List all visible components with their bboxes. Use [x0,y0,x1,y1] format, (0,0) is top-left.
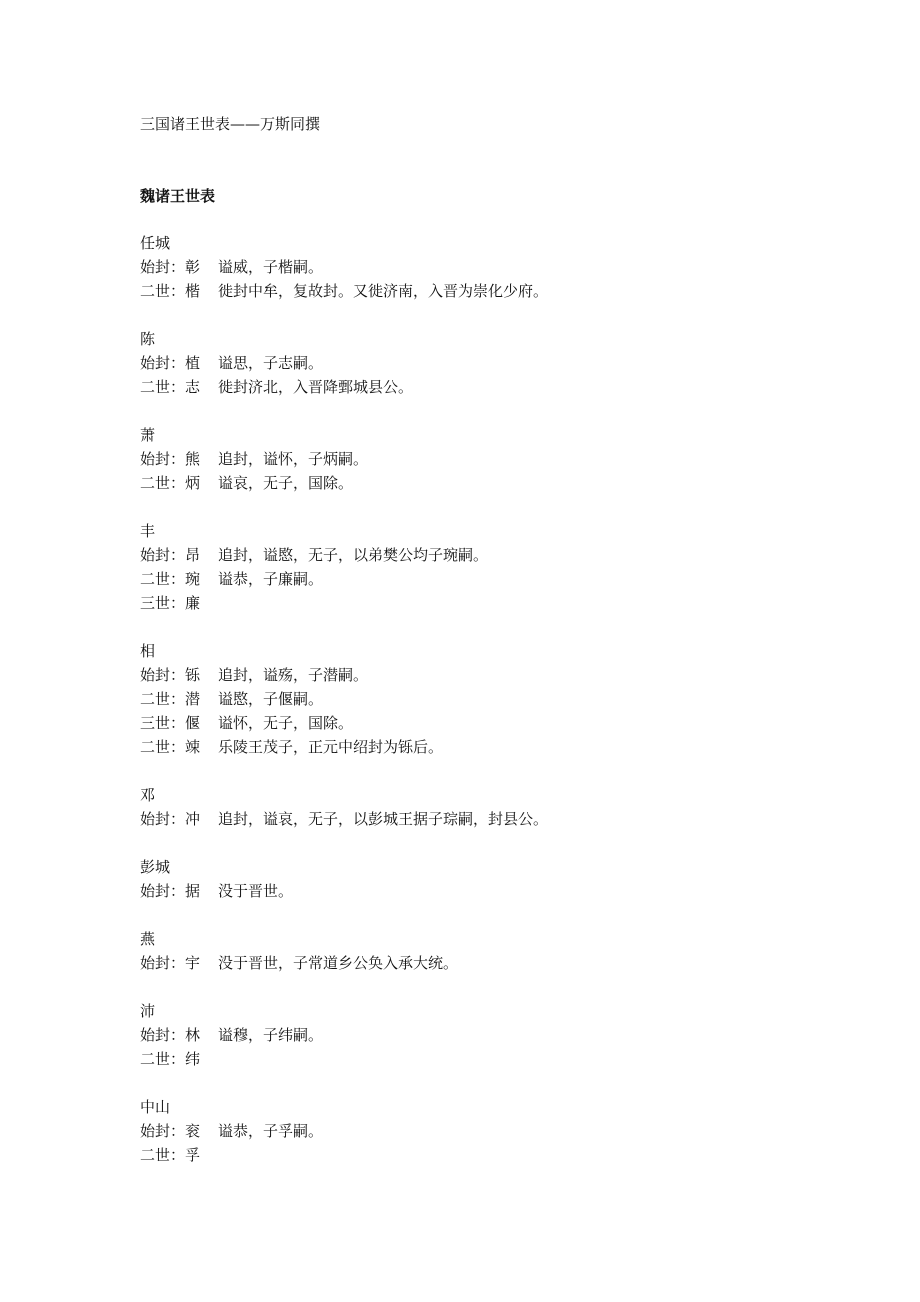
fief-title: 相 [140,642,156,660]
lineage-note: 谥恭，子廉嗣。 [218,570,324,588]
prince-name: 竦 [185,738,201,756]
prince-name: 铄 [185,666,201,684]
lineage-row [140,1047,548,1071]
lineage-note: 没于晋世，子常道乡公奂入承大统。 [218,954,459,972]
fief-title: 任城 [140,234,171,252]
document-title: 三国诸王世表——万斯同撰 [140,115,321,133]
prince-name: 孚 [185,1146,201,1164]
lineage-note: 乐陵王茂子，正元中绍封为铄后。 [218,738,444,756]
prince-name: 林 [185,1026,201,1044]
lineage-row [140,951,548,975]
prince-name: 冲 [185,810,201,828]
lineage-note: 谥愍，子偃嗣。 [218,690,324,708]
lineage-row [140,567,548,591]
generation-label: 始封： [140,1026,186,1044]
generation-label: 二世： [140,474,186,492]
generation-label: 始封： [140,882,186,900]
lineage-row [140,255,548,279]
prince-name: 衮 [185,1122,201,1140]
lineage-note: 谥怀，无子，国除。 [218,714,354,732]
fief-entry [140,927,548,975]
prince-name: 廉 [185,594,201,612]
lineage-note: 追封，谥殇，子潜嗣。 [218,666,369,684]
fief-title: 中山 [140,1098,171,1116]
lineage-row [140,1143,548,1167]
lineage-row [140,279,548,303]
generation-label: 二世： [140,738,186,756]
fief-entry [140,855,548,903]
lineage-note: 徙封中牟，复故封。又徙济南，入晋为崇化少府。 [218,282,549,300]
lineage-note: 谥思，子志嗣。 [218,354,324,372]
prince-name: 熊 [185,450,201,468]
lineage-row [140,351,548,375]
generation-label: 始封： [140,354,186,372]
lineage-note: 谥哀，无子，国除。 [218,474,354,492]
prince-name: 彰 [185,258,201,276]
fief-title: 萧 [140,426,156,444]
fief-entry [140,519,548,615]
lineage-row [140,879,548,903]
prince-name: 纬 [185,1050,201,1068]
generation-label: 二世： [140,570,186,588]
entry-list [140,231,548,1191]
lineage-note: 追封，谥愍，无子，以弟樊公均子琬嗣。 [218,546,489,564]
lineage-note: 没于晋世。 [218,882,294,900]
generation-label: 始封： [140,258,186,276]
prince-name: 宇 [185,954,201,972]
generation-label: 三世： [140,594,186,612]
fief-title: 沛 [140,1002,156,1020]
fief-title: 邓 [140,786,156,804]
generation-label: 二世： [140,282,186,300]
fief-entry [140,231,548,303]
lineage-row [140,807,548,831]
lineage-note: 谥恭，子孚嗣。 [218,1122,324,1140]
fief-title: 彭城 [140,858,171,876]
lineage-row [140,447,548,471]
lineage-row [140,711,548,735]
lineage-note: 追封，谥怀，子炳嗣。 [218,450,369,468]
lineage-row [140,663,548,687]
section-title: 魏诸王世表 [140,187,216,205]
fief-entry [140,1095,548,1167]
lineage-row [140,1119,548,1143]
fief-title: 丰 [140,522,156,540]
lineage-row [140,471,548,495]
lineage-note: 谥威，子楷嗣。 [218,258,324,276]
prince-name: 昂 [185,546,201,564]
lineage-row [140,591,548,615]
prince-name: 琬 [185,570,201,588]
fief-entry [140,783,548,831]
generation-label: 始封： [140,450,186,468]
fief-entry [140,999,548,1071]
fief-entry [140,423,548,495]
generation-label: 始封： [140,546,186,564]
generation-label: 三世： [140,714,186,732]
lineage-row [140,735,548,759]
lineage-row [140,543,548,567]
fief-title: 燕 [140,930,156,948]
prince-name: 楷 [185,282,201,300]
prince-name: 潜 [185,690,201,708]
generation-label: 二世： [140,690,186,708]
prince-name: 志 [185,378,201,396]
prince-name: 偃 [185,714,201,732]
lineage-note: 谥穆，子纬嗣。 [218,1026,324,1044]
fief-title: 陈 [140,330,156,348]
generation-label: 二世： [140,378,186,396]
prince-name: 植 [185,354,201,372]
generation-label: 始封： [140,954,186,972]
prince-name: 据 [185,882,201,900]
lineage-row [140,1023,548,1047]
generation-label: 始封： [140,666,186,684]
generation-label: 二世： [140,1050,186,1068]
lineage-row [140,687,548,711]
prince-name: 炳 [185,474,201,492]
lineage-row [140,375,548,399]
generation-label: 始封： [140,1122,186,1140]
fief-entry [140,327,548,399]
generation-label: 二世： [140,1146,186,1164]
lineage-note: 徙封济北，入晋降鄄城县公。 [218,378,414,396]
lineage-note: 追封，谥哀，无子，以彭城王据子琮嗣，封县公。 [218,810,549,828]
fief-entry [140,639,548,759]
generation-label: 始封： [140,810,186,828]
